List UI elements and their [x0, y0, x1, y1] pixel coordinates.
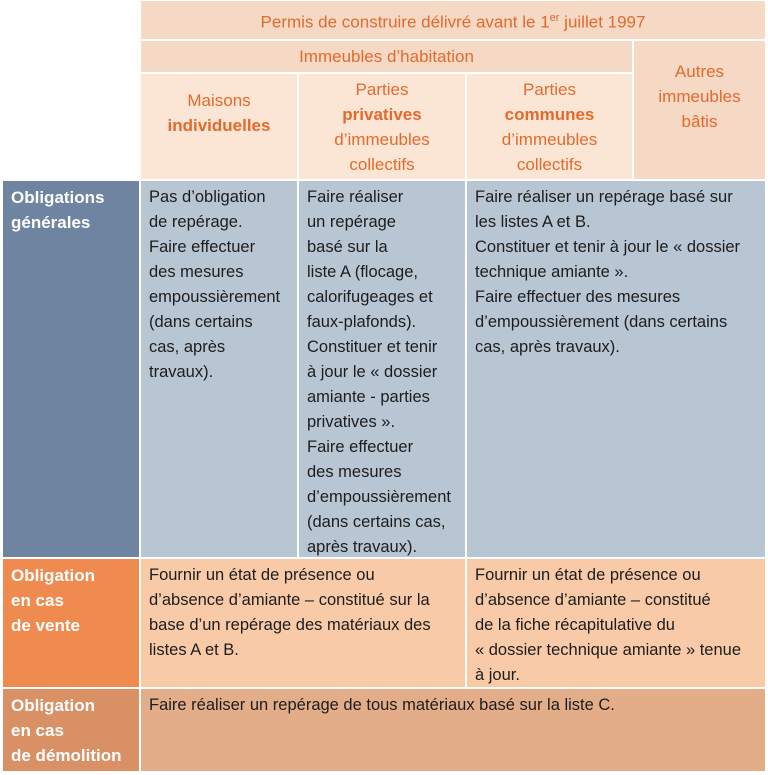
- text-line: à jour le « dossier: [307, 363, 438, 381]
- maisons-l1: Maisons: [187, 91, 251, 110]
- text-line: calorifugeages et: [307, 288, 433, 306]
- communes-l1: Parties: [523, 79, 576, 99]
- autres-l1: Autres: [674, 62, 725, 81]
- demolition-cell: [140, 688, 766, 772]
- text-line: travaux).: [149, 363, 214, 381]
- communes-l3: d’immeubles: [501, 129, 598, 149]
- text-line: un repérage: [307, 213, 396, 231]
- text-line: empoussièrement: [149, 288, 281, 306]
- communes-header: [466, 73, 633, 180]
- text-line: d’empoussièrement (dans certains: [475, 313, 728, 331]
- generales-label-l2: générales: [11, 213, 91, 232]
- vente-label-l3: de vente: [11, 616, 80, 635]
- demolition-label-l1: Obligation: [11, 696, 96, 715]
- text-line: d’absence d’amiante – constitué: [475, 591, 711, 609]
- privatives-l1: Parties: [355, 79, 409, 99]
- communes-l4: collectifs: [516, 154, 583, 174]
- vente-maisons-privatives-cell: [140, 558, 466, 688]
- text-line: les listes A et B.: [475, 213, 591, 231]
- text-line: faux-plafonds).: [307, 313, 417, 331]
- text-line: cas, après: [149, 338, 226, 356]
- text-line: liste A (flocage,: [307, 263, 418, 281]
- privatives-l2: privatives: [342, 104, 422, 124]
- text-line: basé sur la: [307, 238, 388, 256]
- text-line: listes A et B.: [149, 641, 239, 659]
- vente-label-l1: Obligation: [11, 566, 96, 585]
- text-line: d’absence d’amiante – constitué sur la: [149, 591, 430, 609]
- generales-privatives-cell: [298, 180, 466, 558]
- text-line: des mesures: [149, 263, 244, 281]
- text-line: des mesures: [307, 463, 402, 481]
- demolition-text: Faire réaliser un repérage de tous matériaux basé sur la liste C.: [149, 696, 615, 714]
- text-line: (dans certains: [149, 313, 253, 331]
- text-line: (dans certains cas,: [307, 513, 446, 531]
- autres-l3: bâtis: [681, 112, 718, 131]
- maisons-l2: individuelles: [167, 116, 271, 135]
- row-label-vente: [2, 558, 140, 688]
- privatives-l4: collectifs: [349, 154, 415, 174]
- text-line: base d’un repérage des matériaux des: [149, 616, 431, 634]
- text-line: « dossier technique amiante » tenue: [475, 641, 742, 659]
- text-line: Constituer et tenir à jour le « dossier: [475, 238, 741, 256]
- row-label-demolition: [2, 688, 140, 772]
- communes-l2: communes: [504, 104, 595, 124]
- text-line: Constituer et tenir: [307, 338, 438, 356]
- text-line: Faire effectuer des mesures: [475, 288, 681, 306]
- demolition-label-l3: de démolition: [11, 746, 122, 765]
- text-line: de la fiche récapitulative du: [475, 616, 675, 634]
- text-line: d’empoussièrement: [307, 488, 451, 506]
- immeubles-habitation-header: [140, 40, 633, 73]
- text-line: Faire réaliser un repérage basé sur: [475, 188, 733, 206]
- text-line: de repérage.: [149, 213, 243, 231]
- table-title-cell: [140, 0, 766, 40]
- text-line: Fournir un état de présence ou: [149, 566, 375, 584]
- generales-label-l1: Obligations: [11, 188, 105, 207]
- vente-communes-autres-cell: [466, 558, 766, 688]
- autres-l2: immeubles: [658, 87, 741, 106]
- maisons-header: [140, 73, 298, 180]
- text-line: Faire réaliser: [307, 188, 404, 206]
- text-line: cas, après travaux).: [475, 338, 620, 356]
- privatives-l3: d’immeubles: [334, 129, 430, 149]
- vente-label-l2: en cas: [11, 591, 64, 610]
- text-line: après travaux).: [307, 538, 418, 556]
- autres-immeubles-header: [633, 40, 766, 180]
- row-label-generales: [2, 180, 140, 558]
- table-title: Permis de construire délivré avant le 1er juillet 1997: [260, 11, 646, 32]
- text-line: à jour.: [475, 666, 520, 684]
- text-line: amiante - parties: [307, 388, 430, 406]
- immeubles-habitation-label: Immeubles d’habitation: [299, 47, 474, 66]
- demolition-label-l2: en cas: [11, 721, 64, 740]
- text-line: technique amiante ».: [475, 263, 629, 281]
- generales-communes-autres-cell: [466, 180, 766, 558]
- text-line: Faire effectuer: [307, 438, 414, 456]
- text-line: privatives ».: [307, 413, 396, 431]
- text-line: Fournir un état de présence ou: [475, 566, 701, 584]
- text-line: Faire effectuer: [149, 238, 256, 256]
- text-line: Pas d’obligation: [149, 188, 266, 206]
- generales-maisons-cell: [140, 180, 298, 558]
- privatives-header: [298, 73, 466, 180]
